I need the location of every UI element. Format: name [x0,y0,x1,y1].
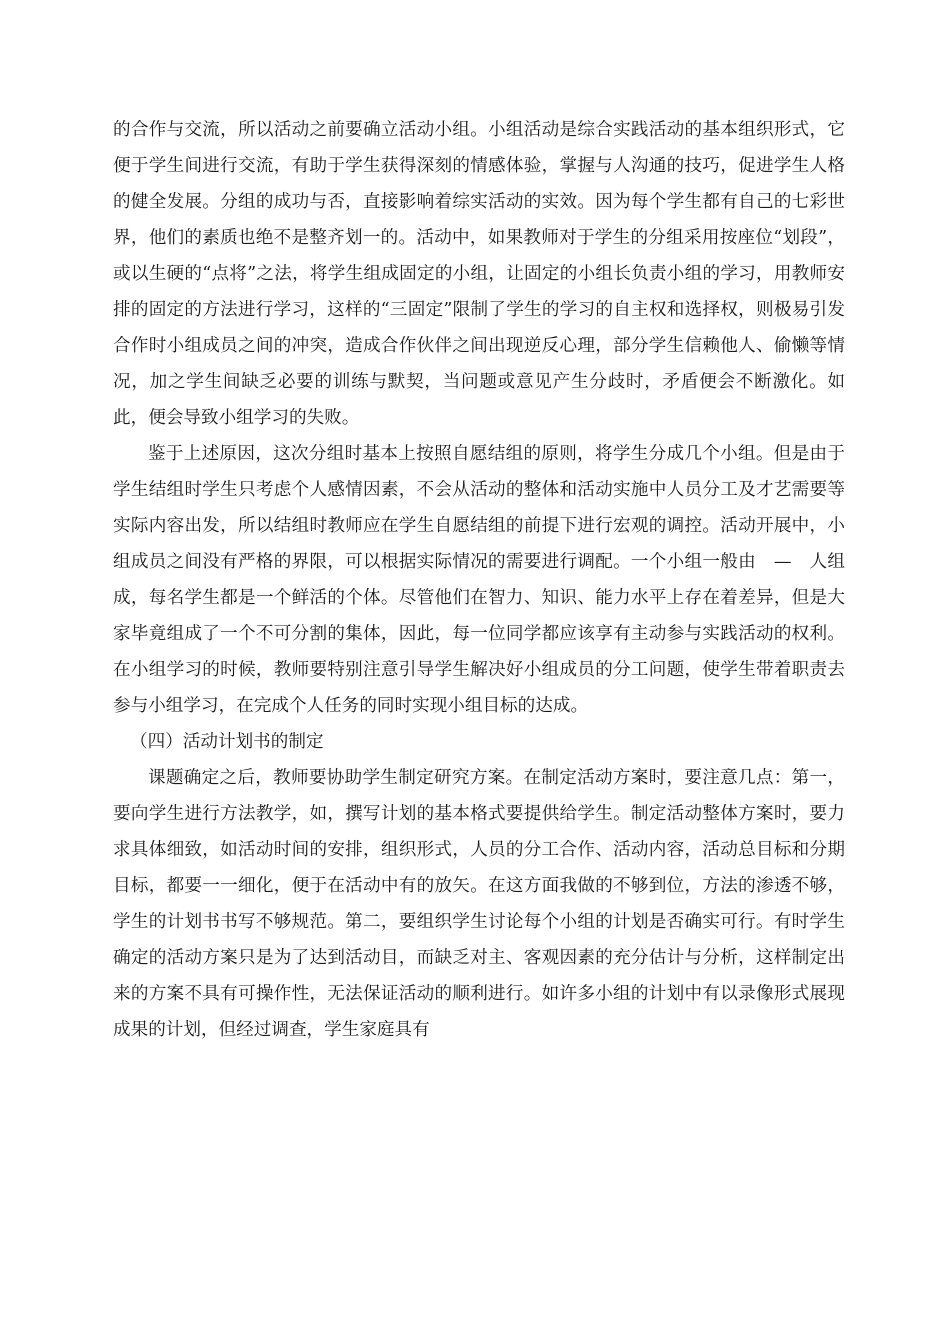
section-heading: （四）活动计划书的制定 [130,732,324,752]
paragraph-grouping-principle: 鉴于上述原因，这次分组时基本上按照自愿结组的原则，将学生分成几个小组。但是由于学生结组时学生只考虑个人感情因素，不会从活动的整体和活动实施中人员分工及才艺需要等实际内容出发，所以结组时教师应在学生自愿结组的前提下进行宏观的调控。活动开展中，小组成员之间没有严格的界限，可以根据实际情况的需要进行调配。一个小组一般由 — 人组成，每名学生都是一个鲜活的个体。尽管他们在智力、知识、能力水平上存在着差异，但是大家毕竟组成了一个不可分割的集体，因此，每一位同学都应该享有主动参与实践活动的权利。在小组学习的时候，教师要特别注意引导学生解决好小组成员的分工问题，使学生带着职责去参与小组学习，在完成个人任务的同时实现小组目标的达成。 [113,444,845,716]
paragraph-group-activity: 的合作与交流，所以活动之前要确立活动小组。小组活动是综合实践活动的基本组织形式，它便于学生间进行交流，有助于学生获得深刻的情感体验，掌握与人沟通的技巧，促进学生人格的健全发展。分组的成功与否，直接影响着综实活动的实效。因为每个学生都有自己的七彩世界，他们的素质也绝不是整齐划一的。活动中，如果教师对于学生的分组采用按座位“划段”，或以生硬的“点将”之法，将学生组成固定的小组，让固定的小组长负责小组的学习，用教师安排的固定的方法进行学习，这样的“三固定”限制了学生的学习的自主权和选择权，则极易引发合作时小组成员之间的冲突，造成合作伙伴之间出现逆反心理，部分学生信赖他人、偷懒等情况，加之学生间缺乏必要的训练与默契，当问题或意见产生分歧时，矛盾便会不断激化。如此，便会导致小组学习的失败。 [113,120,845,428]
document-body [113,112,845,1048]
paragraph-plan-making: 课题确定之后，教师要协助学生制定研究方案。在制定活动方案时，要注意几点：第一，要向学生进行方法教学，如，撰写计划的基本格式要提供给学生。制定活动整体方案时，要力求具体细致，如活动时间的安排，组织形式，人员的分工合作、活动内容，活动总目标和分期目标，都要一一细化，便于在活动中有的放矢。在这方面我做的不够到位，方法的渗透不够，学生的计划书书写不够规范。第二，要组织学生讨论每个小组的计划是否确实可行。有时学生确定的活动方案只是为了达到活动目，而缺乏对主、客观因素的充分估计与分析，这样制定出来的方案不具有可操作性，无法保证活动的顺利进行。如许多小组的计划中有以录像形式展现成果的计划，但经过调查，学生家庭具有 [113,768,845,1040]
